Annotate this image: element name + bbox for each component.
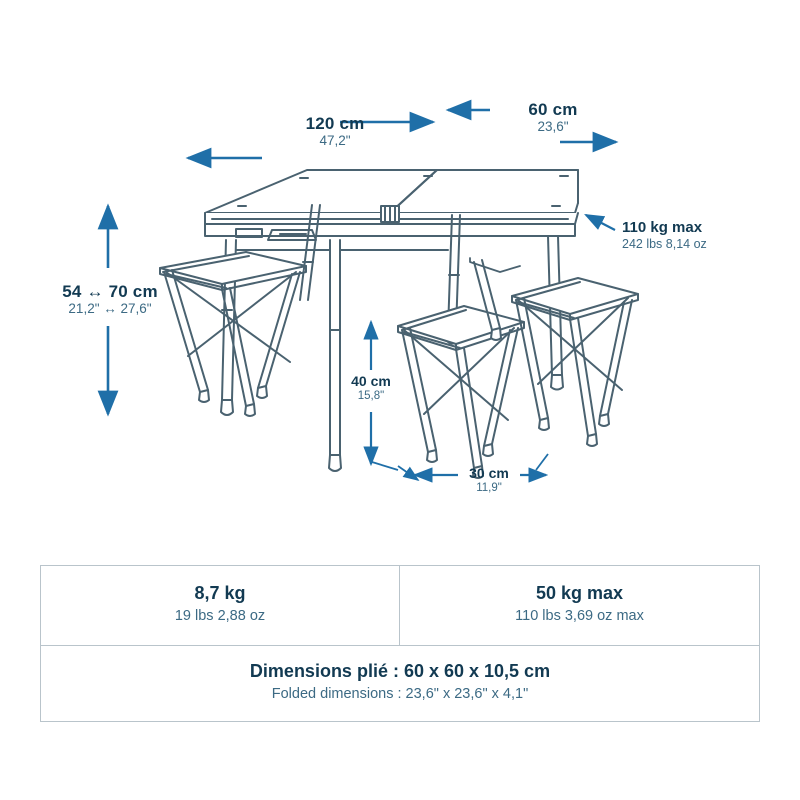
spec-table bbox=[40, 565, 760, 722]
spec-table-footer-row bbox=[41, 646, 759, 721]
dimension-table-width: 120 cm 47,2" bbox=[305, 114, 365, 149]
dimension-stool-width: 30 cm 11,9" bbox=[469, 465, 509, 494]
dimension-table-depth: 60 cm 23,6" bbox=[528, 100, 578, 135]
dimension-table-height-range: 54 ↔ 70 cm 21,2" ↔ 27,6" bbox=[62, 282, 158, 317]
spec-cell-folded-dimensions: Dimensions plié : 60 x 60 x 10,5 cm Folded dimensions : 23,6" x 23,6" x 4,1" bbox=[249, 660, 551, 703]
spec-cell-stool-load: 50 kg max 110 lbs 3,69 oz max bbox=[515, 583, 644, 625]
spec-cell-weight: 8,7 kg 19 lbs 2,88 oz bbox=[41, 566, 400, 645]
dimension-table-load: 110 kg max 242 lbs 8,14 oz bbox=[622, 219, 707, 251]
dimension-stool-height: 40 cm 15,8" bbox=[351, 373, 391, 402]
spec-table-row bbox=[41, 566, 759, 646]
